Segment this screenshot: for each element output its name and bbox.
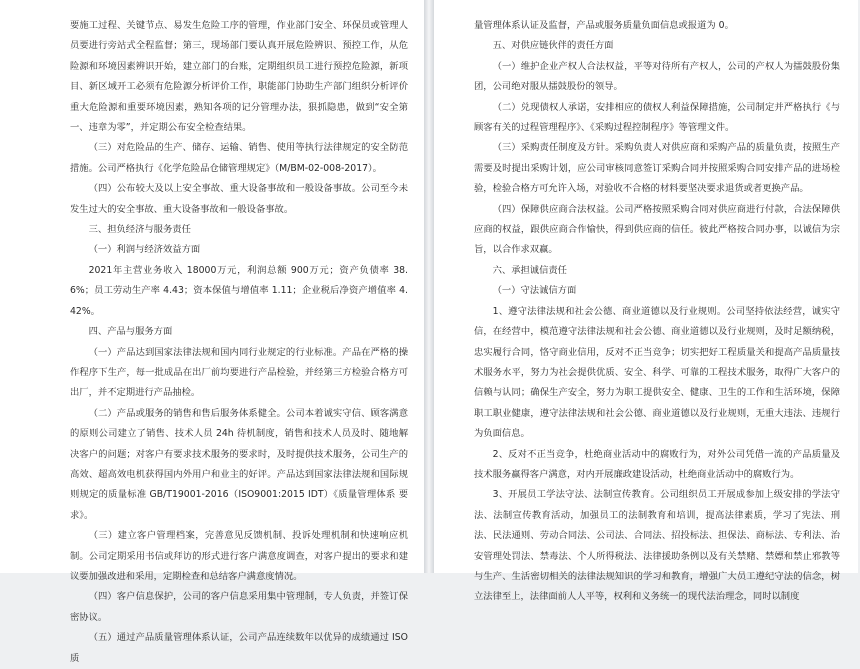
left-page	[0, 0, 424, 664]
paragraph: （二）产品或服务的销售和售后服务体系健全。公司本着诚实守信、顾客满意的原则公司建立了销售、技术人员 24h 待机制度，销售和技术人员及时、随地解决客户的问题；对客户有要求技术服务的要求时，及时提供技术服务，公司生产的高效、超高效电机获得国内外用户和业主的好评。产品达到国家法律法规和国际规则规定的质量标准 GB/T19001-2016（ISO9001:2015 IDT）《质量管理体系 要求》。	[70, 407, 408, 521]
paragraph: 1、遵守法律法规和社会公德、商业道德以及行业规则。公司坚持依法经营，诚实守信，在经营中，模范遵守法律法规和社会公德、商业道德以及行业规则，及时足额纳税，忠实履行合同，恪守商业信用，反对不正当竞争；切实把好工程质量关和提高产品质量技术服务水平，努力为社会提供优质、安全、科学、可靠的工程技术服务，取得广大客户的信赖与认同；确保生产安全，努力为职工提供安全、健康、卫生的工作和生活环境，保障职工职业健康，遵守法律法规和社会公德、商业道德以及行业规则，无重大违法、违规行为负面信息。	[474, 305, 840, 440]
paragraph: 2、反对不正当竞争，杜绝商业活动中的腐败行为，对外公司凭借一流的产品质量及技术服务赢得客户满意，对内开展廉政建设活动，杜绝商业活动中的腐败行为。	[474, 448, 840, 480]
paragraph: （四）公布较大及以上安全事故、重大设备事故和一般设备事故。公司至今未发生过大的安全事故、重大设备事故和一般设备事故。	[70, 183, 408, 215]
paragraph: （四）客户信息保护，公司的客户信息采用集中管理制，专人负责，并签订保密协议。	[70, 591, 408, 623]
paragraph: 2021年主营业务收入 18000万元，利润总额 900万元；资产负债率 38.6%；员工劳动生产率 4.43；资本保值与增值率 1.11；企业税后净资产增值率 4.42%。	[70, 264, 408, 317]
section-heading: 四、产品与服务方面	[88, 326, 173, 338]
paragraph: （三）建立客户管理档案，完善意见反馈机制、投诉处理机制和快速响应机制。公司定期采用书信或拜访的形式进行客户满意度调查，对客户提出的要求和建议要加强改进和采用，定期检查和总结客户满意度情况。	[70, 530, 408, 582]
right-page	[434, 0, 858, 603]
paragraph: （四）保障供应商合法权益。公司严格按照采购合同对供应商进行付款，合法保障供应商的权益，跟供应商合作愉快，得到供应商的信任。彼此严格按合同办事，以诚信为宗旨，以合作求双赢。	[474, 203, 840, 256]
paragraph: （五）通过产品质量管理体系认证，公司产品连续数年以优异的成绩通过 ISO 质	[70, 632, 408, 664]
paragraph: （三）采购责任制度及方针。采购负责人对供应商和采购产品的质量负责，按照生产需要及时提出采购计划，应公司审核同意签订采购合同并按照采购合同安排产品的进场检验，检验合格方可允许入场，对验收不合格的材料要坚决要求退货或者更换产品。	[474, 142, 840, 195]
paragraph-continued: 要施工过程、关键节点、易发生危险工序的管理，作业部门安全、环保员或管理人员要进行旁站式全程监督；第三，现场部门要认真开展危险辨识、预控工作，从危险源和环境因素辨识开始，建立部门的台账，定期组织员工进行预控危险源，新项目、新区域开工必须有危险源分析评价工作，职能部门协助生产部门组织分析评价重大危险源和重要环境因素，熟知各项的记分管理办法，狠抓隐患，做到“安全第一、违章为零”，并定期公布安全检查结果。	[70, 20, 408, 134]
section-heading: 五、对供应链伙伴的责任方面	[492, 40, 614, 52]
section-heading: （一）守法诚信方面	[492, 285, 577, 297]
paragraph: （二）兑现债权人承诺，安排相应的债权人利益保障措施，公司制定并严格执行《与顾客有关的过程管理程序》、《采购过程控制程序》等管理文件。	[474, 101, 840, 134]
paragraph: （一）维护企业产权人合法权益，平等对待所有产权人，公司的产权人为擂鼓股份集团，公司绝对服从擂鼓股份的领导。	[474, 60, 840, 93]
section-heading: （一）利润与经济效益方面	[88, 244, 201, 256]
paragraph: （三）对危险品的生产、储存、运输、销售、使用等执行法律规定的安全防范措施。公司严格执行《化学危险品仓储管理规定》（M/BM-02-008-2017）。	[70, 142, 408, 174]
page-gutter	[424, 0, 434, 573]
paragraph: 3、开展员工学法守法、法制宣传教育。公司组织员工开展成参加上级安排的学法守法、法制宣传教育活动，加强员工的法制教育和培训，提高法律素质，学习了宪法、刑法、民法通则、劳动合同法、公司法、合同法、招投标法、担保法、商标法、专利法、治安管理处罚法、禁毒法、个人所得税法、法律援助条例以及有关禁赌、禁嫖和禁止邪教等与生产、生活密切相关的法律法规知识的学习和教育，增强广大员工遵纪守法的信念，树立法律至上，法律面前人人平等，权利和义务统一的现代法治理念，同时以制度	[474, 489, 840, 603]
paragraph-continued: 量管理体系认证及监督，产品或服务质量负面信息或报道为 0。	[474, 20, 734, 31]
section-heading: 三、担负经济与服务责任	[88, 224, 191, 236]
paragraph: （一）产品达到国家法律法规和国内同行业规定的行业标准。产品在严格的操作程序下生产，每一批成品在出厂前均要进行产品检验，并经第三方检验合格方可出厂，并不定期进行产品抽检。	[70, 346, 408, 399]
section-heading: 六、承担诚信责任	[492, 264, 567, 276]
